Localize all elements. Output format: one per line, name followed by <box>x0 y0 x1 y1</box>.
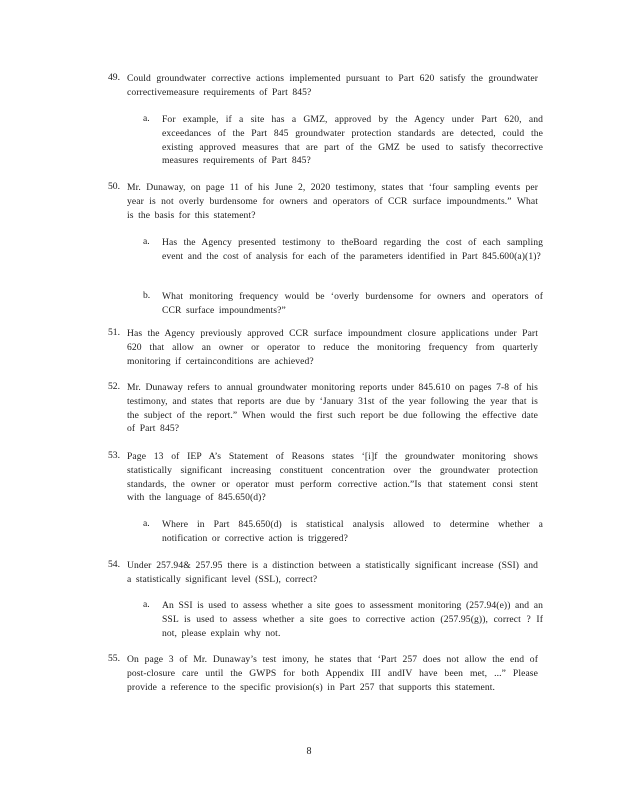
sub-label: a. <box>143 518 150 529</box>
question-53-sub-a <box>143 518 543 546</box>
question-text: Under 257.94& 257.95 there is a distinction between a statistically significant increase (SSI) and a statistically significant level (SSL), correct? <box>127 560 538 585</box>
question-54 <box>108 559 538 587</box>
question-55 <box>108 653 538 694</box>
question-text: Page 13 of IEP A’s Statement of Reasons states ‘[i]f the groundwater monitoring shows statistically significant increasing constituent concentration over the groundwater protection standards, the owner or operator must perform corrective action.”Is that statement consi stent with the language of 845.650(d)? <box>127 451 538 504</box>
question-50-sub-b <box>143 290 543 318</box>
question-50 <box>108 181 538 222</box>
question-number: 50. <box>108 181 120 192</box>
sub-label: a. <box>143 113 150 124</box>
question-number: 52. <box>108 381 120 392</box>
sub-text: What monitoring frequency would be ‘overly burdensome for owners and operators of CCR surface impoundments?” <box>162 291 543 316</box>
sub-text: An SSI is used to assess whether a site goes to assessment monitoring (257.94(e)) and an SSL is used to assess whether a site goes to corrective action (257.95(g)), correct ? If not, please explain why not. <box>162 600 543 639</box>
question-number: 51. <box>108 327 120 338</box>
sub-label: a. <box>143 236 150 247</box>
question-text: Has the Agency previously approved CCR surface impoundment closure applications under Part 620 that allow an owner or operator to reduce the monitoring frequency from quarterly monitoring if certainconditions are achieved? <box>127 328 538 367</box>
sub-text: Where in Part 845.650(d) is statistical analysis allowed to determine whether a notification or corrective action is triggered? <box>162 519 543 544</box>
question-49 <box>108 72 538 100</box>
sub-label: b. <box>143 290 151 301</box>
question-number: 55. <box>108 653 120 664</box>
question-text: On page 3 of Mr. Dunaway’s test imony, he states that ‘Part 257 does not allow the end of post-closure care until the GWPS for both Appendix III andIV have been met, ...” Please provide a reference to the specific provision(s) in Part 257 that supports this statement. <box>127 654 538 693</box>
sub-text: For example, if a site has a GMZ, approved by the Agency under Part 620, and exceedances of the Part 845 groundwater protection standards are detected, could the existing approved measures that are part of the GMZ be used to satisfy thecorrective measures requirements of Part 845? <box>162 114 543 167</box>
question-54-sub-a <box>143 599 543 640</box>
question-text: Mr. Dunaway refers to annual groundwater monitoring reports under 845.610 on pages 7-8 of his testimony, and states that reports are due by ‘January 31st of the year following the year that is the subject of the report.” When would the first such report be due following the effective date of Part 845? <box>127 382 538 435</box>
question-number: 49. <box>108 72 120 83</box>
question-52 <box>108 381 538 436</box>
question-text: Mr. Dunaway, on page 11 of his June 2, 2020 testimony, states that ‘four sampling events per year is not overly burdensome for owners and operators of CCR surface impoundments.” What is the basis for this statement? <box>127 182 538 221</box>
question-number: 53. <box>108 450 120 461</box>
question-text: Could groundwater corrective actions implemented pursuant to Part 620 satisfy the groundwater correctivemeasure requirements of Part 845? <box>127 73 538 98</box>
question-51 <box>108 327 538 368</box>
sub-text: Has the Agency presented testimony to theBoard regarding the cost of each sampling event and the cost of analysis for each of the parameters identified in Part 845.600(a)(1)? <box>162 237 543 262</box>
question-50-sub-a <box>143 236 543 264</box>
question-53 <box>108 450 538 505</box>
question-49-sub-a <box>143 113 543 168</box>
question-number: 54. <box>108 559 120 570</box>
page-number: 8 <box>306 746 312 757</box>
sub-label: a. <box>143 599 150 610</box>
